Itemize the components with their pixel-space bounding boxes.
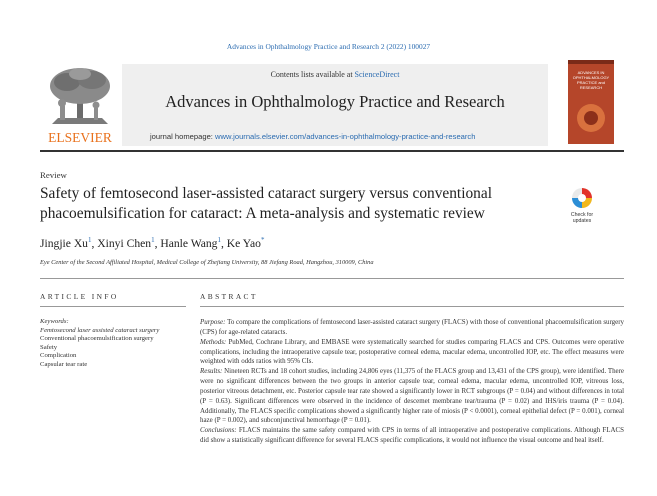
check-updates-line2: updates [572,218,592,224]
journal-homepage [150,132,475,141]
check-for-updates-button[interactable] [564,186,600,226]
article-type: Review [40,170,67,180]
check-updates-icon [572,188,592,208]
conclusions-text: FLACS maintains the same safety compared with CPS in terms of all intraoperative and postoperative complications. Although FLACS did show a statistically significant difference for several FLACS specific complications, it would not influence the visual outcome and heal itself. [200,426,625,445]
keywords-label: Keywords: [40,318,69,325]
author-affiliation-mark[interactable]: 1 [151,236,155,244]
author-name[interactable]: Hanle Wang [160,236,218,250]
abstract-methods [200,338,624,368]
homepage-label: journal homepage: [150,132,213,141]
author-name[interactable]: Ke Yao [226,236,261,250]
contents-prefix: Contents lists available at [270,70,353,79]
header-divider [40,150,624,152]
check-updates-line1: Check for [570,212,594,218]
keyword-item: Conventional phacoemulsification surgery [40,335,154,343]
section-divider [40,278,624,279]
abstract-conclusions [200,426,624,446]
keyword-item: Capsular tear rate [40,360,88,368]
article-info-rule [40,306,186,307]
keyword-item: Safety [40,343,58,351]
methods-label: Methods: [200,337,227,346]
author-affiliation-mark[interactable]: 1 [87,236,92,244]
purpose-label: Purpose: [200,318,226,326]
corresponding-author-mark[interactable]: * [260,236,265,244]
author-affiliation: Eye Center of the Second Affiliated Hospital, Medical College of Zhejiang University, 88 Jiefang Road, Hangzhou, 310009, China [40,259,374,266]
author-affiliation-mark[interactable]: 1 [217,236,221,244]
article-info-heading: ARTICLE INFO [40,292,119,301]
purpose-text: To compare the complications of femtosecond laser-assisted cataract surgery (FLACS) with those of conventional phacoemulsification surgery (CPS) for age-related cataracts. [200,318,625,336]
publisher-name: ELSEVIER [48,130,112,145]
journal-reference[interactable]: Advances in Ophthalmology Practice and Research 2 (2022) 100027 [226,42,431,51]
journal-cover[interactable] [568,60,614,144]
author-name[interactable]: Jingjie Xu [40,236,88,250]
homepage-link[interactable]: www.journals.elsevier.com/advances-in-ophthalmology-practice-and-research [215,132,476,141]
keywords-block [40,318,159,370]
elsevier-logo [42,66,118,146]
journal-title: Advances in Ophthalmology Practice and Research [165,92,505,111]
keyword-item: Femtosecond laser assisted cataract surgery [40,326,160,334]
abstract-rule [200,306,624,307]
article-title: Safety of femtosecond laser-assisted cataract surgery versus conventional phacoemulsification for cataract: A meta-analysis and systematic review [40,185,492,222]
conclusions-label: Conclusions: [200,426,237,435]
abstract-purpose [200,318,624,338]
contents-line [122,70,548,79]
abstract-heading: ABSTRACT [200,292,258,301]
results-label: Results: [200,367,223,376]
keyword-item: Complication [40,352,77,360]
elsevier-tree-icon [50,68,110,124]
abstract-body [200,318,624,446]
author-list: Jingjie Xu$^1$, Xinyi Chen$^1$, Hanle Wang$^1$, Ke Yao* [40,236,265,250]
results-text: Nineteen RCTs and 18 cohort studies, including 24,806 eyes (11,375 of the FLACS group and 13,431 of the CPS group), were identified. There were no significant differences between the two groups in anterior capsule tear, corneal edema, macular edema, uncontrolled IOP, vitreous loss, posterior vitreous detachment, etc. Posterior capsule tear rate showed a significantly lower in RCT subgroups (P = 0.04) and without differences in total (P = 0.63). Significant differences were observed in the incidence of descemet membrane tear/trauma (P = 0.02) and IHS/iris trauma (P = 0.04). Additionally, The FLACS specific complications showed a significantly higher rate of miosis (P < 0.0001), corneal epithelial defect (P = 0.001), corneal haze (P = 0.002), and subconjunctival hemorrhage (P = 0.01). [200,367,625,425]
cover-title: ADVANCES IN OPHTHALMOLOGY PRACTICE and RESEARCH [572,70,610,90]
author-name[interactable]: Xinyi Chen [97,236,152,250]
methods-text: PubMed, Cochrane Library, and EMBASE were systematically searched for studies comparing FLACS and CPS. Outcomes were operative complications, including the intraoperative capsule tear, postoperative corneal edema, macular edema, uncontrolled IOP, etc. The effect measures were weighted with odds ratios with 95% CIs. [200,337,624,366]
abstract-results [200,367,624,426]
sciencedirect-link[interactable]: ScienceDirect [354,70,400,79]
